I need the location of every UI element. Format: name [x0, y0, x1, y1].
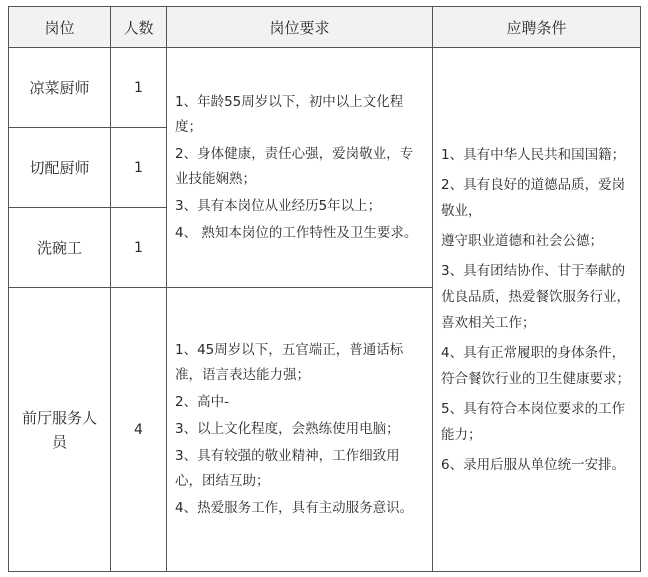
conditions-cell — [433, 48, 641, 572]
requirement-item: 1、年龄55周岁以下，初中以上文化程度； — [175, 93, 404, 135]
kitchen-requirements-cell — [167, 48, 433, 288]
requirement-item: 3、具有较强的敬业精神，工作细致用心，团结互助； — [175, 448, 400, 489]
header-row — [9, 7, 641, 48]
position-cell: 前厅服务人员 — [9, 288, 111, 572]
requirement-item: 3、具有本岗位从业经历5年以上； — [175, 197, 382, 214]
condition-item: 遵守职业道德和社会公德； — [441, 232, 603, 249]
condition-item: 4、具有正常履职的身体条件，符合餐饮行业的卫生健康要求； — [441, 344, 630, 387]
count-cell: 1 — [111, 48, 167, 128]
requirement-item: 1、45周岁以下，五官端正，普通话标准，语言表达能力强； — [175, 342, 404, 383]
header-count: 人数 — [111, 7, 167, 48]
position-cell: 切配厨师 — [9, 128, 111, 208]
front-requirements-cell — [167, 288, 433, 572]
condition-item: 5、具有符合本岗位要求的工作能力； — [441, 400, 626, 443]
count-cell: 1 — [111, 208, 167, 288]
condition-item: 3、具有团结协作、甘于奉献的优良品质，热爱餐饮服务行业，喜欢相关工作； — [441, 262, 630, 331]
header-requirements: 岗位要求 — [167, 7, 433, 48]
requirement-item: 4、 熟知本岗位的工作特性及卫生要求。 — [175, 224, 418, 241]
requirement-item: 3、以上文化程度，会熟练使用电脑； — [175, 421, 400, 437]
requirement-item: 2、身体健康，责任心强，爱岗敬业，专业技能娴熟； — [175, 145, 414, 187]
requirement-item: 2、高中- — [175, 394, 229, 410]
condition-item: 2、具有良好的道德品质，爱岗敬业， — [441, 176, 626, 219]
requirement-item: 4、热爱服务工作，具有主动服务意识。 — [175, 500, 414, 516]
header-position: 岗位 — [9, 7, 111, 48]
count-cell: 4 — [111, 288, 167, 572]
position-cell: 洗碗工 — [9, 208, 111, 288]
table-row — [9, 48, 641, 128]
header-conditions: 应聘条件 — [433, 7, 641, 48]
recruitment-table — [8, 6, 641, 572]
position-cell: 凉菜厨师 — [9, 48, 111, 128]
count-cell: 1 — [111, 128, 167, 208]
condition-item: 1、具有中华人民共和国国籍； — [441, 146, 626, 163]
condition-item: 6、录用后服从单位统一安排。 — [441, 456, 626, 473]
